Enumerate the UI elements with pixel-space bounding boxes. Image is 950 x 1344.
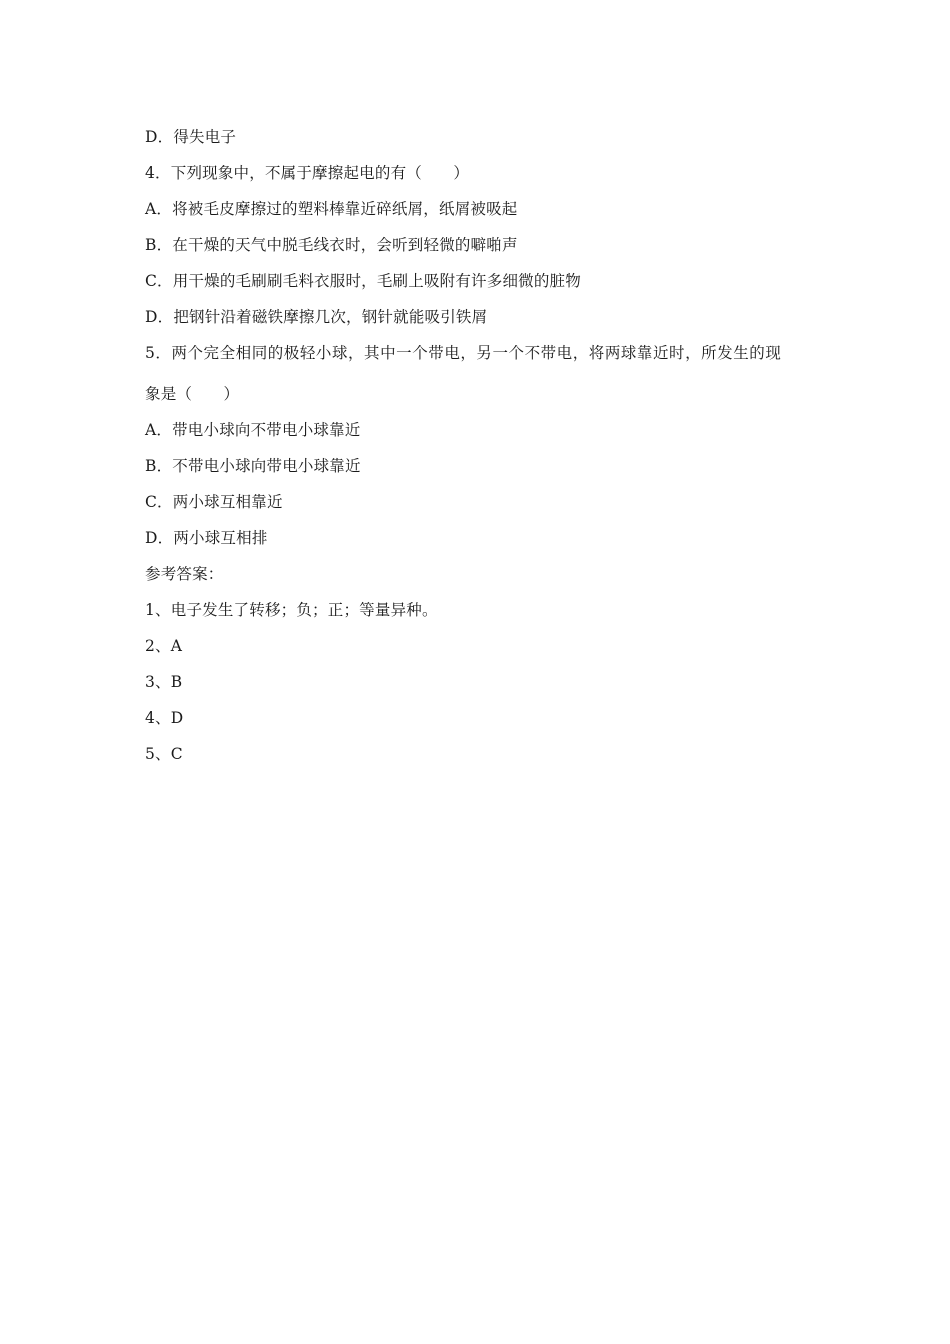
q5-option-d: D．两小球互相排 bbox=[145, 529, 268, 547]
answers-heading: 参考答案： bbox=[145, 565, 224, 583]
answer-item-3: 3、B bbox=[145, 673, 183, 691]
q4-option-b: B．在干燥的天气中脱毛线衣时，会听到轻微的噼啪声 bbox=[145, 236, 518, 254]
answer-item-1: 1、电子发生了转移；负；正；等量异种。 bbox=[145, 601, 438, 619]
q5-option-b: B．不带电小球向带电小球靠近 bbox=[145, 457, 361, 475]
q5-option-a: A．带电小球向不带电小球靠近 bbox=[145, 421, 361, 439]
q5-stem-line1: 5．两个完全相同的极轻小球，其中一个带电，另一个不带电，将两球靠近时，所发生的现 bbox=[145, 344, 782, 362]
q5-stem-line2: 象是（ ） bbox=[145, 385, 240, 403]
answer-item-2: 2、A bbox=[145, 637, 183, 655]
q4-option-c: C．用干燥的毛刷刷毛料衣服时，毛刷上吸附有许多细微的脏物 bbox=[145, 272, 581, 290]
q4-option-d: D．把钢针沿着磁铁摩擦几次，钢针就能吸引铁屑 bbox=[145, 308, 488, 326]
answer-item-4: 4、D bbox=[145, 709, 184, 727]
answer-item-5: 5、C bbox=[145, 745, 183, 763]
q3-option-d: D．得失电子 bbox=[145, 128, 237, 146]
q4-option-a: A．将被毛皮摩擦过的塑料棒靠近碎纸屑，纸屑被吸起 bbox=[145, 200, 518, 218]
q5-option-c: C．两小球互相靠近 bbox=[145, 493, 283, 511]
q4-stem: 4．下列现象中，不属于摩擦起电的有（ ） bbox=[145, 164, 470, 182]
